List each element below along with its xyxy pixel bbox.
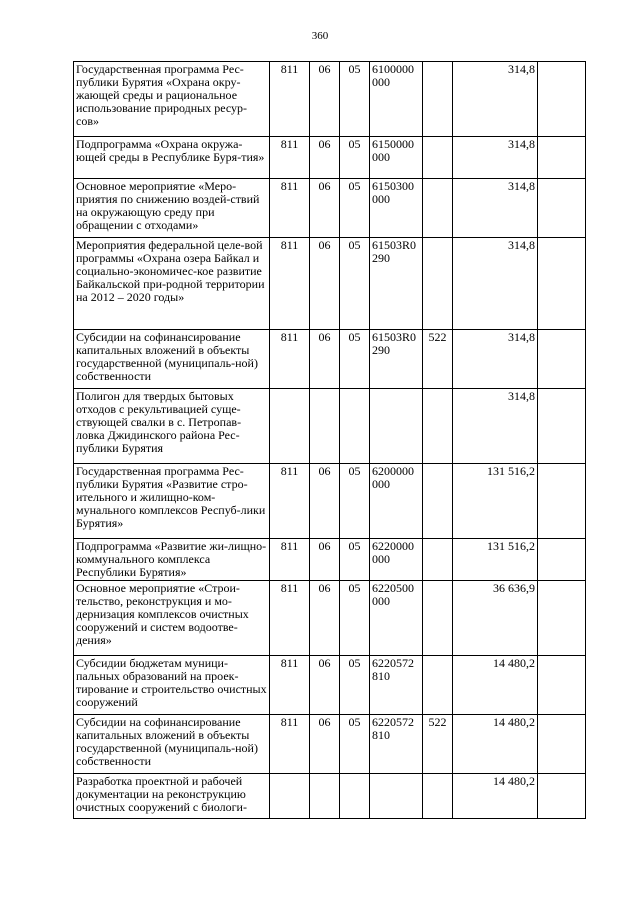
row-amount-cell: 36 636,9 [453, 581, 538, 656]
row-ministry-code-cell [270, 774, 310, 819]
row-amount-cell: 314,8 [453, 330, 538, 389]
row-ministry-code-cell: 811 [270, 715, 310, 774]
row-expense-type-cell: 522 [423, 715, 453, 774]
row-amount-cell: 314,8 [453, 238, 538, 330]
row-ministry-code-cell: 811 [270, 238, 310, 330]
row-amount-cell: 14 480,2 [453, 715, 538, 774]
row-ministry-code-cell [270, 389, 310, 464]
row-target-article-cell: 6100000 000 [370, 62, 423, 137]
budget-table-body [74, 62, 586, 819]
row-empty-cell [538, 238, 586, 330]
row-section-code-cell: 06 [310, 179, 340, 238]
row-section-code-cell: 06 [310, 330, 340, 389]
row-amount-cell: 314,8 [453, 62, 538, 137]
table-row [74, 137, 586, 179]
row-subsection-code-cell: 05 [340, 238, 370, 330]
row-name-cell: Субсидии на софинансирование капитальных вложений в объекты государственной (муниципаль-ной) собственности [74, 330, 270, 389]
row-target-article-cell: 6150000 000 [370, 137, 423, 179]
row-ministry-code-cell: 811 [270, 656, 310, 715]
row-section-code-cell: 06 [310, 464, 340, 539]
row-expense-type-cell [423, 62, 453, 137]
row-empty-cell [538, 137, 586, 179]
row-name-cell: Субсидии бюджетам муници-пальных образований на проек-тирование и строительство очистных сооружений [74, 656, 270, 715]
budget-table [73, 61, 586, 819]
table-row [74, 389, 586, 464]
row-expense-type-cell [423, 238, 453, 330]
row-amount-cell: 131 516,2 [453, 464, 538, 539]
row-section-code-cell: 06 [310, 539, 340, 581]
row-name-cell: Подпрограмма «Охрана окружа-ющей среды в Республике Буря-тия» [74, 137, 270, 179]
table-row [74, 539, 586, 581]
row-subsection-code-cell [340, 774, 370, 819]
row-subsection-code-cell: 05 [340, 330, 370, 389]
row-empty-cell [538, 464, 586, 539]
table-row [74, 581, 586, 656]
row-amount-cell: 314,8 [453, 137, 538, 179]
row-name-cell: Полигон для твердых бытовых отходов с рекультивацией суще-ствующей свалки в с. Петропав-ловка Джидинского района Рес-публики Бурятия [74, 389, 270, 464]
row-empty-cell [538, 330, 586, 389]
row-section-code-cell: 06 [310, 62, 340, 137]
row-expense-type-cell [423, 774, 453, 819]
row-ministry-code-cell: 811 [270, 464, 310, 539]
row-empty-cell [538, 715, 586, 774]
row-name-cell: Мероприятия федеральной целе-вой программы «Охрана озера Байкал и социально-экономичес-кое развитие Байкальской при-родной территории на 2012 – 2020 годы» [74, 238, 270, 330]
row-empty-cell [538, 774, 586, 819]
table-row [74, 774, 586, 819]
row-name-cell: Основное мероприятие «Строи-тельство, реконструкция и мо-дернизация комплексов очистных сооружений и систем водоотве-дения» [74, 581, 270, 656]
row-ministry-code-cell: 811 [270, 179, 310, 238]
row-target-article-cell: 61503R0 290 [370, 330, 423, 389]
table-row [74, 238, 586, 330]
row-expense-type-cell [423, 656, 453, 715]
row-section-code-cell: 06 [310, 137, 340, 179]
row-target-article-cell: 6220000 000 [370, 539, 423, 581]
row-target-article-cell: 6150300 000 [370, 179, 423, 238]
table-row [74, 656, 586, 715]
row-empty-cell [538, 389, 586, 464]
table-row [74, 62, 586, 137]
table-row [74, 179, 586, 238]
row-subsection-code-cell: 05 [340, 539, 370, 581]
row-target-article-cell [370, 774, 423, 819]
row-name-cell: Субсидии на софинансирование капитальных вложений в объекты государственной (муниципаль-ной) собственности [74, 715, 270, 774]
row-section-code-cell [310, 774, 340, 819]
row-expense-type-cell [423, 389, 453, 464]
row-target-article-cell: 6200000 000 [370, 464, 423, 539]
row-subsection-code-cell: 05 [340, 581, 370, 656]
row-subsection-code-cell: 05 [340, 179, 370, 238]
row-target-article-cell: 6220500 000 [370, 581, 423, 656]
row-empty-cell [538, 539, 586, 581]
row-name-cell: Разработка проектной и рабочей документации на реконструкцию очистных сооружений с биологи- [74, 774, 270, 819]
row-ministry-code-cell: 811 [270, 539, 310, 581]
row-section-code-cell: 06 [310, 656, 340, 715]
row-amount-cell: 14 480,2 [453, 656, 538, 715]
row-ministry-code-cell: 811 [270, 330, 310, 389]
row-expense-type-cell [423, 581, 453, 656]
row-amount-cell: 314,8 [453, 179, 538, 238]
row-subsection-code-cell: 05 [340, 656, 370, 715]
row-ministry-code-cell: 811 [270, 581, 310, 656]
row-expense-type-cell: 522 [423, 330, 453, 389]
page-number: 360 [311, 30, 329, 42]
row-expense-type-cell [423, 137, 453, 179]
row-empty-cell [538, 656, 586, 715]
row-empty-cell [538, 62, 586, 137]
table-row [74, 715, 586, 774]
row-expense-type-cell [423, 179, 453, 238]
table-row [74, 464, 586, 539]
row-amount-cell: 14 480,2 [453, 774, 538, 819]
row-subsection-code-cell: 05 [340, 464, 370, 539]
row-target-article-cell: 61503R0 290 [370, 238, 423, 330]
row-target-article-cell: 6220572 810 [370, 715, 423, 774]
row-expense-type-cell [423, 539, 453, 581]
row-ministry-code-cell: 811 [270, 62, 310, 137]
table-row [74, 330, 586, 389]
row-name-cell: Государственная программа Рес-публики Бурятия «Развитие стро-ительного и жилищно-ком-мунального комплексов Респуб-лики Бурятия» [74, 464, 270, 539]
row-subsection-code-cell: 05 [340, 715, 370, 774]
row-target-article-cell [370, 389, 423, 464]
row-target-article-cell: 6220572 810 [370, 656, 423, 715]
row-amount-cell: 131 516,2 [453, 539, 538, 581]
row-name-cell: Государственная программа Рес-публики Бурятия «Охрана окру-жающей среды и рациональное использование природных ресур-сов» [74, 62, 270, 137]
row-subsection-code-cell: 05 [340, 137, 370, 179]
row-name-cell: Подпрограмма «Развитие жи-лищно-коммунального комплекса Республики Бурятия» [74, 539, 270, 581]
row-section-code-cell: 06 [310, 581, 340, 656]
row-subsection-code-cell: 05 [340, 62, 370, 137]
row-subsection-code-cell [340, 389, 370, 464]
row-section-code-cell: 06 [310, 715, 340, 774]
row-empty-cell [538, 581, 586, 656]
row-section-code-cell: 06 [310, 238, 340, 330]
row-name-cell: Основное мероприятие «Меро-приятия по снижению воздей-ствий на окружающую среду при обращении с отходами» [74, 179, 270, 238]
row-section-code-cell [310, 389, 340, 464]
row-ministry-code-cell: 811 [270, 137, 310, 179]
row-empty-cell [538, 179, 586, 238]
row-expense-type-cell [423, 464, 453, 539]
row-amount-cell: 314,8 [453, 389, 538, 464]
